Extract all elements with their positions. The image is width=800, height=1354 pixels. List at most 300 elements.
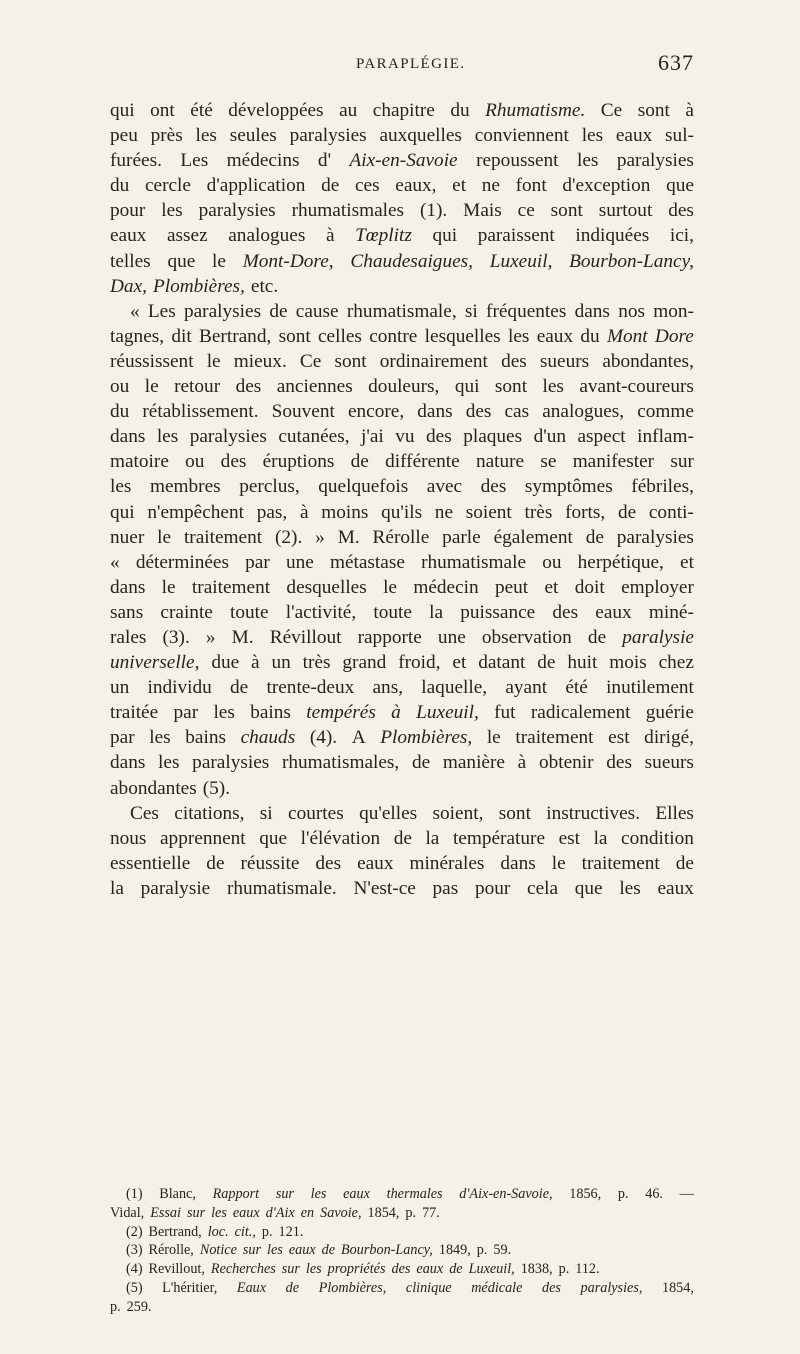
word: furées. [110,150,162,172]
word: Essai [150,1204,181,1221]
word: universelle, [110,652,200,674]
word: développées [228,100,324,121]
word: bains [185,727,226,749]
word: dans [110,576,146,598]
text-line [110,324,694,349]
text-line [110,826,694,851]
word: des [391,1261,411,1278]
word: le [206,350,221,372]
word: paralysies [183,300,262,322]
word: paralysies [192,752,270,774]
word: de [617,501,637,523]
word: peu [110,125,138,147]
word: cela [527,877,559,899]
word: moins [321,501,369,523]
word: manifester [572,451,655,473]
word: le [551,852,566,874]
word: à [517,752,527,774]
word: ces [354,175,380,197]
word: de [585,526,604,548]
word: conviennent [474,125,569,147]
word: Ce [299,350,322,372]
word: du [110,175,130,197]
word: le [144,376,159,398]
word: Rhumatisme. [485,100,586,121]
word: sul- [665,125,694,147]
word: près [150,125,183,147]
word: de [206,852,225,874]
word: qui [110,100,135,121]
word: des [315,852,342,874]
text-line [110,876,694,901]
word: condition [621,827,694,849]
text-line [110,550,694,575]
word: les [110,476,132,498]
word: cas [504,401,530,423]
word: p. [476,1242,488,1259]
word: également [493,526,573,548]
word: 259. [126,1298,152,1315]
word: cercle [144,175,191,197]
word: p. [405,1204,417,1221]
word: eaux [232,1204,260,1221]
word: un [110,677,130,699]
word: Tœplitz [355,225,412,247]
text-line [110,173,694,198]
word: comme [637,401,694,423]
word: ou [185,451,205,473]
word: qu'ils [381,501,423,523]
word: datant [478,652,526,674]
word: ans, [372,677,404,699]
word: minérales [409,852,485,874]
word: paralysies [189,426,267,448]
word: repoussent [476,150,559,172]
word: individu [147,677,212,699]
word: Mont-Dore, [242,250,334,272]
running-title: PARAPLÉGIE. [356,56,466,72]
word: d' [317,150,332,172]
word: dans [574,300,610,322]
word: propriétés [327,1261,386,1278]
word: nuer [110,526,145,548]
word: la [429,601,444,623]
word: des [465,401,492,423]
word: pas [432,877,459,899]
word: Rérolle, [148,1242,194,1259]
word: Eaux [236,1279,267,1296]
word: eaux [357,852,394,874]
word: « [130,300,140,322]
word: rhumatismales, [281,752,400,774]
footnote-line [110,1223,694,1242]
word: (3) [126,1242,143,1259]
word: éruptions [262,451,335,473]
text-line [110,98,694,123]
word: laquelle, [421,677,488,699]
word: sont [637,100,670,121]
word: fébriles, [631,476,694,498]
word: p. [558,1261,570,1278]
word: retour [174,376,221,398]
word: doit [574,576,605,598]
word: ne [481,175,500,197]
word: paralysies [289,125,367,147]
word: par [173,702,199,724]
word: (3). [162,626,190,648]
word: rhumatismales [291,200,405,222]
word: chez [658,652,694,674]
word: différente [385,451,460,473]
text-line [110,399,694,424]
word: paralysie [622,626,694,648]
word: de [537,652,556,674]
text-line [110,650,694,675]
word: Dore [654,325,694,347]
word: d'Aix-en-Savoie, [459,1186,553,1202]
text-line [110,500,694,525]
word: Recherches [210,1261,276,1278]
word: radicalement [530,702,631,724]
word: Luxeuil, [416,702,479,724]
word: parle [442,526,481,548]
word: puissance [460,601,536,623]
text-line [110,776,694,801]
word: (1) [126,1186,143,1202]
word: 1849, [438,1242,471,1259]
word: forts, [565,501,606,523]
word: des [501,350,527,372]
word: de [675,852,694,874]
footnote-line [110,1241,694,1260]
word: 1856, [569,1186,602,1202]
word: eaux [536,325,574,347]
text-line [110,374,694,399]
word: pour [474,877,511,899]
word: à [325,225,335,247]
word: de [393,827,412,849]
word: eaux, [395,175,437,197]
word: et [452,652,467,674]
word: aspect [577,426,626,448]
word: Blanc, [159,1186,196,1202]
word: à [685,100,694,121]
word: Chaudesaigues, [350,250,473,272]
word: de [269,300,288,322]
word: les [195,125,217,147]
word: les [156,426,179,448]
word: dans [417,401,453,423]
word: soient [465,501,512,523]
word: toute [230,601,269,623]
text-line [110,148,694,173]
word: sueurs [644,752,694,774]
footnote-line [110,1260,694,1279]
word: tempérés [306,702,376,724]
word: Vidal, [110,1204,145,1221]
word: réussite [240,852,300,874]
word: mon- [653,300,694,322]
word: le [383,576,397,598]
word: grand [342,652,387,674]
word: quelquefois [318,476,409,498]
word: manière [442,752,505,774]
word: et [680,551,694,573]
word: 1854, [661,1279,694,1296]
word: (5). [202,777,231,799]
word: les [581,125,604,147]
word: rapporte [357,626,422,648]
word: assez [166,225,208,247]
word: ordinairement [379,350,488,372]
word: 77. [422,1204,440,1221]
text-line [110,600,694,625]
word: abondantes, [602,350,694,372]
text-line [110,223,694,248]
word: si [259,802,273,824]
word: Plombières, [318,1279,387,1296]
word: l'activité, [285,601,357,623]
word: été [565,677,588,699]
word: miné- [648,601,694,623]
word: indiquées [575,225,650,247]
word: traitement [581,852,660,874]
word: avec [426,476,463,498]
word: traitement [191,576,271,598]
word: d'application [206,175,306,197]
word: paraissent [477,225,555,247]
word: Savoie, [320,1204,362,1221]
word: cutanées, [278,426,350,448]
word: employer [621,576,694,598]
word: 1854, [367,1204,400,1221]
word: Bertrand, [148,1223,202,1240]
word: des [235,376,262,398]
page-header [110,50,694,84]
word: paralysies [616,526,694,548]
word: ici, [669,225,694,247]
word: Bertrand, [199,325,272,347]
word: 46. [645,1186,663,1202]
word: la [110,877,124,899]
word: Ce [600,100,623,121]
word: L'héritier, [162,1279,218,1296]
word: perclus, [239,476,300,498]
body-text [110,98,694,901]
word: desquelles [286,576,367,598]
word: nous [110,827,147,849]
word: Bourbon-Lancy, [569,250,694,272]
word: eaux [615,125,653,147]
word: que [666,175,694,197]
word: — [679,1186,694,1202]
word: les [576,150,599,172]
word: Elles [655,802,694,824]
word: Rérolle [372,526,430,548]
word: surtout [598,200,653,222]
text-line [110,123,694,148]
word: Révillout [269,626,342,648]
text-line [110,725,694,750]
word: de [411,752,431,774]
text-line [110,801,694,826]
word: anciennes [276,376,353,398]
text-line [110,299,694,324]
word: plaques [463,426,523,448]
word: crainte [160,601,213,623]
word: (5) [126,1279,143,1296]
word: telles [110,250,151,272]
word: Plombières, [152,275,245,297]
word: des [606,752,632,774]
text-line [110,449,694,474]
word: inflam- [637,426,694,448]
word: ce [517,200,535,222]
word: (4) [126,1261,143,1278]
word: sur [186,1204,206,1221]
word: qui [454,376,480,398]
word: été [190,100,213,121]
word: celles [318,325,362,347]
word: citations, [174,802,245,824]
footnote-line [110,1298,694,1317]
text-line [110,249,694,274]
text-line [110,851,694,876]
word: peut [494,576,529,598]
word: la [593,827,608,849]
word: ou [542,551,562,573]
word: fut [494,702,516,724]
word: température [452,827,546,849]
word: les [213,702,235,724]
word: que [167,250,196,272]
word: p. [261,1223,273,1240]
word: cit., [234,1223,256,1240]
word: dirigé, [644,727,694,749]
word: due [211,652,240,674]
word: les [305,1261,322,1278]
word: essentielle [110,852,191,874]
word: herpétique, [577,551,664,573]
word: Notice [199,1242,237,1259]
word: soient, [432,802,484,824]
word: une [285,551,314,573]
word: A [351,727,366,749]
word: Les [180,150,209,172]
word: sont [494,376,528,398]
word: des [480,476,507,498]
footnotes [110,1185,694,1317]
text-line [110,274,694,299]
word: 121. [278,1223,304,1240]
word: huit [567,652,598,674]
word: conti- [648,501,694,523]
word: médicale [471,1279,523,1296]
word: tagnes, [110,325,165,347]
word: courtes [288,802,344,824]
word: obtenir [538,752,594,774]
word: « [110,551,120,573]
word: paralysies [198,200,276,222]
word: à [251,652,260,674]
word: matoire [110,451,169,473]
word: douleurs, [368,376,440,398]
word: analogues [228,225,306,247]
word: que [259,827,288,849]
word: eaux [416,1261,444,1278]
word: M. [231,626,254,648]
word: réussissent [110,350,194,372]
word: les [619,877,641,899]
word: vu [395,426,415,448]
word: trente-deux [266,677,355,699]
word: très [524,501,553,523]
text-line [110,675,694,700]
word: sont [550,200,583,222]
word: sur [281,1261,300,1278]
text-line [110,625,694,650]
word: du [110,401,130,423]
word: sont [498,802,531,824]
word: apprennent [160,827,246,849]
word: seules [229,125,277,147]
word: eaux [288,1242,316,1259]
word: qui [110,501,135,523]
word: les [542,376,564,398]
word: l'élévation [300,827,381,849]
word: médecin [413,576,479,598]
word: sur [670,451,694,473]
word: se [540,451,557,473]
word: instructives. [546,802,641,824]
word: Souvent [271,401,335,423]
word: métastase [329,551,405,573]
word: nature [475,451,525,473]
word: les [211,1204,227,1221]
word: rhumatismale [421,551,527,573]
word: toute [373,601,412,623]
word: Aix-en-Savoie [349,150,458,172]
word: du [580,325,600,347]
text-line [110,575,694,600]
word: guérie [645,702,694,724]
word: rétablissement. [142,401,259,423]
word: traitée [110,702,159,724]
word: traitement [515,727,594,749]
word: médecins [226,150,300,172]
word: de [321,175,340,197]
word: Bourbon-Lancy, [341,1242,433,1259]
word: les [267,1242,283,1259]
word: contre [369,325,418,347]
word: de [449,1261,463,1278]
word: qui [432,225,458,247]
text-line [110,424,694,449]
word: inutilement [606,677,694,699]
word: encore, [347,401,405,423]
word: des [552,601,579,623]
word: le [157,526,172,548]
word: les [158,752,180,774]
word: mois [609,652,647,674]
word: 1838, [520,1261,553,1278]
word: de [230,677,249,699]
word: analogues, [542,401,625,423]
word: chauds [240,727,296,749]
word: sur [275,1186,294,1202]
word: Mais [463,200,502,222]
word: ou [110,376,130,398]
